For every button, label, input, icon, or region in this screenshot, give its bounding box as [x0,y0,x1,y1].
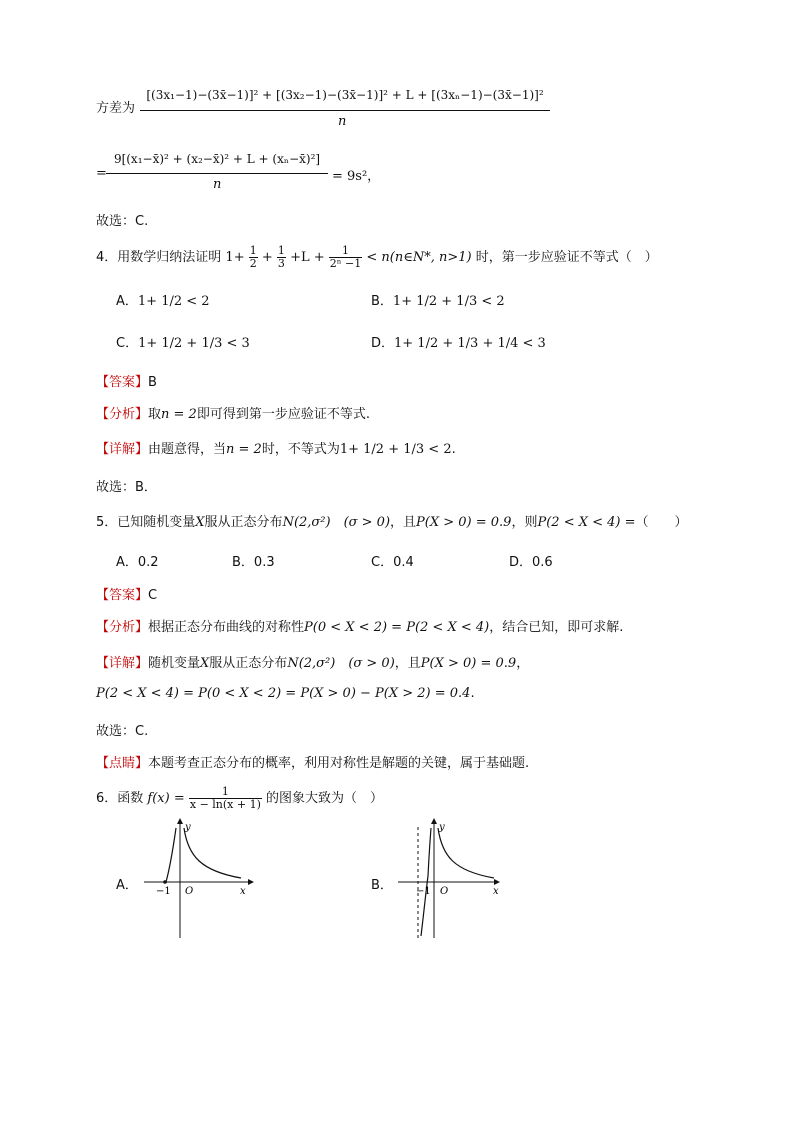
q4-detail: 【详解】由题意得，当n = 2时，不等式为1+ 1/2 + 1/3 < 2. [96,442,456,457]
q5-detail: 【详解】随机变量X服从正态分布N(2,σ²) (σ > 0)，且P(X > 0) = 0.9， [96,656,530,671]
q4-stem: 4．用数学归纳法证明 1+ $\frac{1}{2}$ + $\frac{1}{3}$ +L + $\frac{1}{\text{2ⁿ −1}}$ < n(n∈N*, n>1) 时，第一步应验证不等式（ ） [96,244,658,271]
q5-option-b: B．0.3 [232,555,275,570]
q4-option-d: D．1+ 1/2 + 1/3 + 1/4 < 3 [371,336,546,351]
graph-b-x-label: x [493,886,499,897]
graph-a-x-arrow [248,879,254,885]
graph-a-left-branch [166,828,176,882]
q4-answer: 【答案】B [96,375,157,390]
q5-option-c: C．0.4 [371,555,414,570]
q6-stem: 6．函数 f(x) = $\frac{1}{x - \ln(x + 1)}$ 的图象大致为（ ） [96,785,384,812]
variance-line2-result: = 9s²， [332,169,381,184]
variance-line2-bar [106,173,328,174]
q5-option-a: A．0.2 [116,555,159,570]
graph-b-minus-one: −1 [416,886,431,897]
variance-line2-numerator: 9[(x₁−x̄)² + (x₂−x̄)² + L + (xₙ−x̄)²] [113,152,321,166]
graph-b-x-arrow [494,879,500,885]
graph-a-minus-one: −1 [156,886,171,897]
graph-b-y-arrow [431,818,437,824]
q5-detail-line2: P(2 < X < 4) = P(0 < X < 2) = P(X > 0) − P(X > 2) = 0.4. [96,686,475,701]
graph-a-point [163,880,167,884]
graph-b-origin: O [440,886,449,897]
variance-choice: 故选：C. [96,214,149,229]
variance-numerator: [(3x₁−1)−(3x̄−1)]² + [(3x₂−1)−(3x̄−1)]² + L + [(3xₙ−1)−(3x̄−1)]² [146,88,544,102]
q5-option-d: D．0.6 [509,555,553,570]
q4-analysis: 【分析】取n = 2即可得到第一步应验证不等式. [96,407,370,422]
graph-a-right-branch [184,828,241,878]
graph-b-y-label: y [439,822,445,833]
q5-answer: 【答案】C [96,588,158,603]
q4-option-c: C．1+ 1/2 + 1/3 < 3 [116,336,250,351]
graph-a-x-label: x [240,886,246,897]
variance-line2-denominator: n [213,177,222,192]
q4-choice: 故选：B． [96,480,157,495]
graph-a-y-arrow [177,818,183,824]
graph-b-right-branch [438,828,494,878]
q5-stem: 5．已知随机变量X服从正态分布N(2,σ²) (σ > 0)，且P(X > 0) = 0.9，则P(2 < X < 4) =（ ） [96,515,688,530]
q5-choice: 故选：C. [96,724,149,739]
q4-option-b: B．1+ 1/2 + 1/3 < 2 [371,294,505,309]
q5-comment: 【点睛】本题考查正态分布的概率，利用对称性是解题的关键，属于基础题. [96,756,530,771]
variance-fraction-bar [140,110,550,111]
q5-analysis: 【分析】根据正态分布曲线的对称性P(0 < X < 2) = P(2 < X < 4)，结合已知，即可求解. [96,620,624,635]
q6-graph-b [394,816,504,941]
variance-denominator: n [338,114,347,129]
graph-a-origin: O [185,886,194,897]
graph-a-y-label: y [185,822,191,833]
q6-graph-a [136,816,256,941]
q6-option-a-label: A． [116,878,138,893]
q4-option-a: A．1+ 1/2 < 2 [116,294,210,309]
q6-option-b-label: B． [371,878,393,893]
variance-eq-sign: = [96,166,107,181]
variance-lead: 方差为 [96,101,136,116]
